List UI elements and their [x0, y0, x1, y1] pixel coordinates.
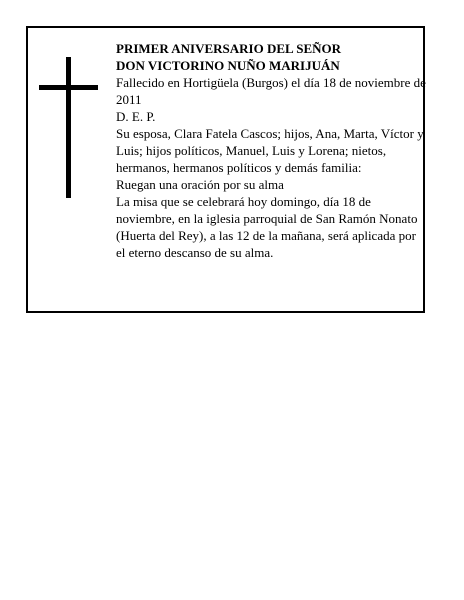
- notice-text: [116, 40, 426, 261]
- notice-title-line-1: PRIMER ANIVERSARIO DEL SEÑOR: [116, 41, 342, 56]
- rip-text: D. E. P.: [116, 109, 156, 124]
- family-list: Su esposa, Clara Fatela Cascos; hijos, Ana, Marta, Víctor y Luis; hijos políticos, Manuel, Luis y Lorena; nietos, hermanos, hermanos políticos y demás familia:: [116, 126, 424, 175]
- death-info: Fallecido en Hortigüela (Burgos) el día 18 de noviembre de 2011: [116, 75, 426, 107]
- cross-vertical-bar: [66, 57, 71, 198]
- obituary-notice: [26, 26, 425, 313]
- prayer-request: Ruegan una oración por su alma: [116, 177, 284, 192]
- cross-horizontal-bar: [39, 85, 98, 90]
- mass-info: La misa que se celebrará hoy domingo, día 18 de noviembre, en la iglesia parroquial de San Ramón Nonato (Huerta del Rey), a las 12 de la mañana, será aplicada por el eterno descanso de su alma.: [116, 194, 418, 260]
- notice-title-line-2: DON VICTORINO NUÑO MARIJUÁN: [116, 58, 340, 73]
